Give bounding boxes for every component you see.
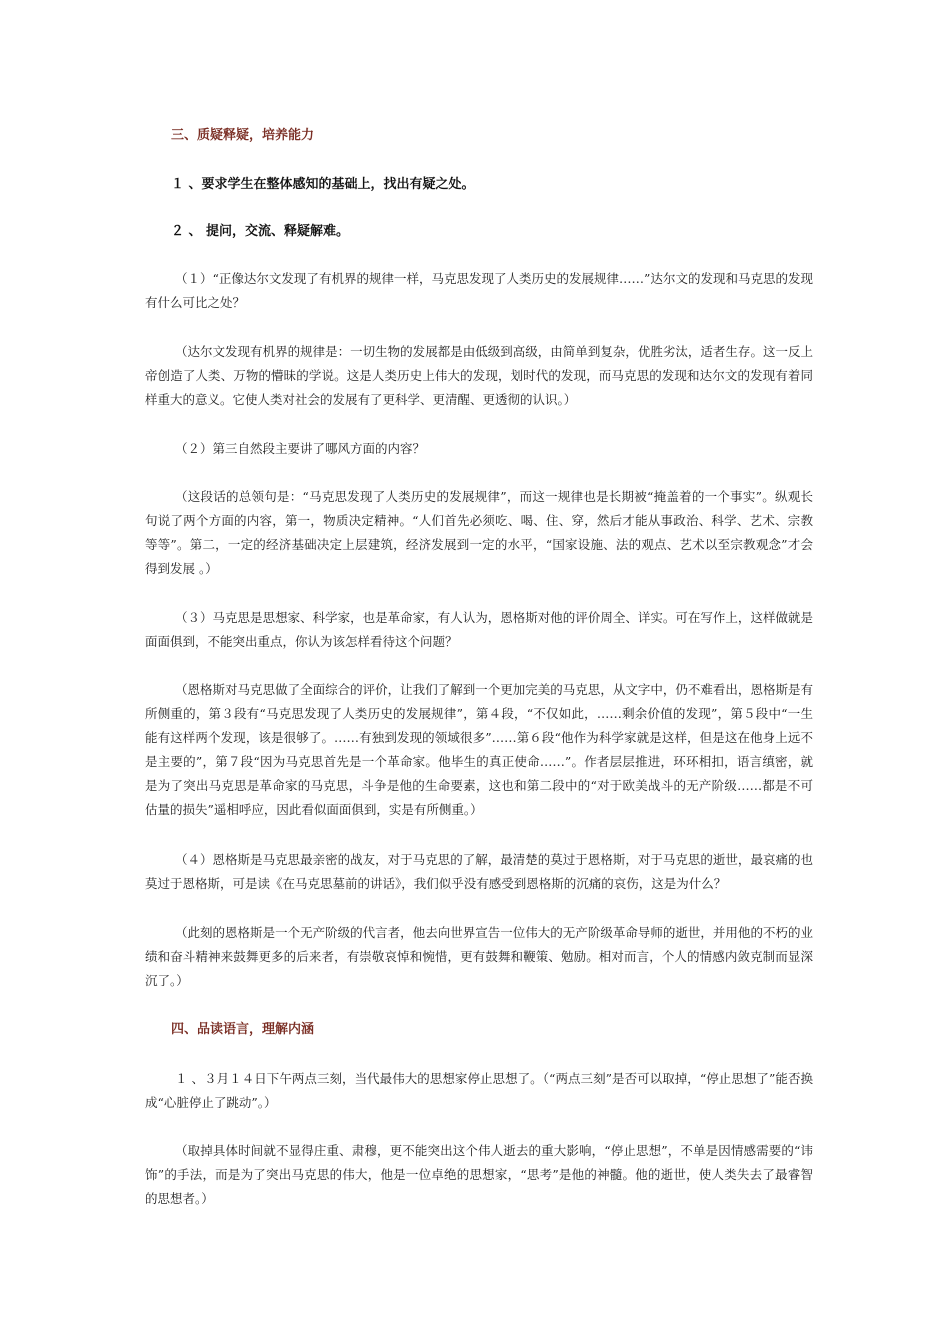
question-4: （４）恩格斯是马克思最亲密的战友，对于马克思的了解，最清楚的莫过于恩格斯，对于马克思的逝世，最哀痛的也莫过于恩格斯，可是读《在马克思墓前的讲话》，我们似乎没有感受到恩格斯的沉痛的哀伤，这是为什么？: [145, 852, 813, 891]
question-3: （３）马克思是思想家、科学家，也是革命家，有人认为，恩格斯对他的评价周全、详实。可在写作上，这样做就是面面俱到，不能突出重点，你认为该怎样看待这个问题？: [145, 610, 813, 649]
language-question-1: １ 、３月１４日下午两点三刻，当代最伟大的思想家停止思想了。（“两点三刻”是否可以取掉，“停止思想了”能否换成“心脏停止了跳动”。）: [145, 1071, 813, 1110]
answer-1: （达尔文发现有机界的规律是：一切生物的发展都是由低级到高级，由简单到复杂，优胜劣汰，适者生存。这一反上帝创造了人类、万物的懵昧的学说。这是人类历史上伟大的发现，划时代的发现，而马克思的发现和达尔文的发现有着同样重大的意义。它使人类对社会的发展有了更科学、更清醒、更透彻的认识。）: [145, 344, 813, 407]
answer-3: （恩格斯对马克思做了全面综合的评价，让我们了解到一个更加完美的马克思，从文字中，仍不难看出，恩格斯是有所侧重的，第３段有“马克思发现了人类历史的发展规律”，第４段，“不仅如此，……剩余价值的发现”，第５段中“一生能有这样两个发现，该是很够了。……有独到发现的领域很多”……第６段“他作为科学家就是这样，但是这在他身上远不是主要的”，第７段“因为马克思首先是一个革命家。他毕生的真正使命……”。作者层层推进，环环相扣，语言缜密，就是为了突出马克思是革命家的马克思，斗争是他的生命要素，这也和第二段中的“对于欧美战斗的无产阶级……都是不可估量的损失”遥相呼应，因此看似面面俱到，实是有所侧重。）: [145, 682, 813, 817]
step-1-find-doubts: １ 、要求学生在整体感知的基础上，找出有疑之处。: [171, 177, 475, 192]
step-2-discussion: ２ 、 提问，交流、释疑解难。: [171, 224, 350, 239]
section-heading-language: 四、品读语言，理解内涵: [171, 1022, 315, 1037]
answer-4: （此刻的恩格斯是一个无产阶级的代言者，他去向世界宣告一位伟大的无产阶级革命导师的逝世，并用他的不朽的业绩和奋斗精神来鼓舞更多的后来者，有崇敬哀悼和惋惜，更有鼓舞和鞭策、勉励。相对而言，个人的情感内敛克制而显深沉了。）: [145, 925, 813, 988]
language-answer-1: （取掉具体时间就不显得庄重、肃穆，更不能突出这个伟人逝去的重大影响，“停止思想”，不单是因情感需要的“讳饰”的手法，而是为了突出马克思的伟大，他是一位卓绝的思想家，“思考”是他的神髓。他的逝世，使人类失去了最睿智的思想者。）: [145, 1143, 813, 1206]
question-1: （１）“正像达尔文发现了有机界的规律一样，马克思发现了人类历史的发展规律……”达尔文的发现和马克思的发现有什么可比之处？: [145, 271, 813, 310]
answer-2: （这段话的总领句是：“马克思发现了人类历史的发展规律”，而这一规律也是长期被“掩盖着的一个事实”。纵观长句说了两个方面的内容，第一，物质决定精神。“人们首先必须吃、喝、住、穿，然后才能从事政治、科学、艺术、宗教等等”。第二，一定的经济基础决定上层建筑，经济发展到一定的水平，“国家设施、法的观点、艺术以至宗教观念”才会得到发展 。）: [145, 489, 813, 576]
question-2: （２）第三自然段主要讲了哪风方面的内容？: [175, 441, 426, 456]
section-heading-questioning: 三、质疑释疑，培养能力: [171, 128, 315, 143]
